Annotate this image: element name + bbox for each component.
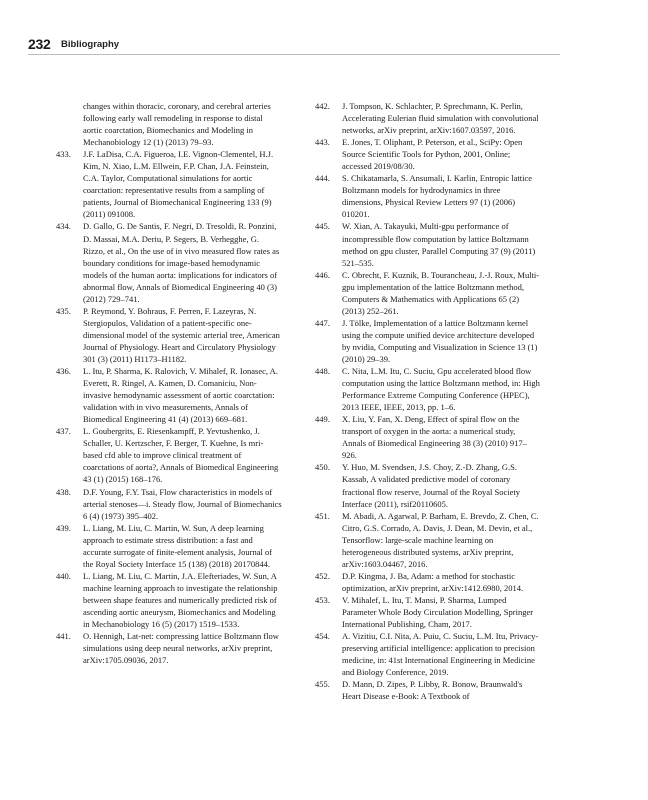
reference-text: W. Xian, A. Takayuki, Multi-gpu performance of incompressible flow computation by lattice Boltzmann method on gpu cluster, Parallel Computing 37 (9) (2011) 521–535. [342, 221, 536, 268]
reference-entry [315, 413, 541, 461]
reference-text: L. Liang, M. Liu, C. Martin, J.A. Elefteriades, W. Sun, A machine learning approach to investigate the relationship between shape features and numerically predicted risk of ascending aortic aneurysm, Biomechanics and Modeling in Mechanobiology 16 (5) (2017) 1519–1533. [83, 570, 278, 630]
reference-entry [315, 510, 541, 570]
reference-entry [56, 148, 282, 220]
running-header [28, 36, 560, 55]
reference-entry [56, 570, 282, 630]
reference-text: E. Jones, T. Oliphant, P. Peterson, et al., SciPy: Open Source Scientific Tools for Python, 2001, Online; accessed 2019/08/30. [342, 137, 523, 172]
reference-number: 433. [56, 149, 71, 160]
reference-entry [315, 317, 541, 365]
reference-number: 440. [56, 570, 71, 581]
reference-number: 436. [56, 366, 71, 377]
reference-number: 450. [315, 462, 330, 473]
reference-number: 453. [315, 594, 330, 605]
reference-text: V. Mihalef, L. Itu, T. Mansi, P. Sharma, Lumped Parameter Whole Body Circulation Modelling, Springer International Publishing, Cham, 2017. [342, 594, 534, 630]
reference-number: 447. [315, 317, 330, 328]
reference-number: 443. [315, 137, 330, 148]
reference-text: C. Obrecht, F. Kuznik, B. Tourancheau, J.-J. Roux, Multi-gpu implementation of the lattice Boltzmann method, Computers & Mathematics with Applications 65 (2) (2013) 252–261. [342, 269, 540, 316]
reference-entry [56, 486, 282, 522]
reference-text: D. Gallo, G. De Santis, F. Negri, D. Tresoldi, R. Ponzini, D. Massai, M.A. Deriu, P. Segers, B. Verhegghe, G. Rizzo, et al., On the use of in vivo measured flow rates as boundary conditions for image-based hemodynamic models of the human aorta: implications for indicators of abnormal flow, Annals of Biomedical Engineering 40 (3) (2012) 729–741. [83, 221, 280, 304]
reference-number: 437. [56, 426, 71, 437]
reference-number: 452. [315, 570, 330, 581]
reference-text: M. Abadi, A. Agarwal, P. Barham, E. Brevdo, Z. Chen, C. Citro, G.S. Corrado, A. Davis, J. Dean, M. Devin, et al., Tensorflow: large-scale machine learning on heterogeneous distributed systems, arXiv preprint, arXiv:1603.04467, 2016. [342, 510, 539, 569]
reference-number: 441. [56, 631, 71, 642]
reference-number: 442. [315, 101, 330, 111]
reference-entry [56, 425, 282, 485]
reference-entry [56, 365, 282, 425]
reference-number: 449. [315, 414, 330, 425]
reference-number: 435. [56, 305, 71, 316]
reference-number: 444. [315, 173, 330, 184]
reference-number: 446. [315, 269, 330, 280]
reference-entry [56, 100, 282, 148]
reference-entry [315, 630, 541, 678]
reference-number: 445. [315, 221, 330, 232]
reference-text: X. Liu, Y. Fan, X. Deng, Effect of spiral flow on the transport of oxygen in the aorta: a numerical study, Annals of Biomedical Engineering 38 (3) (2010) 917–926. [342, 414, 527, 461]
running-title: Bibliography [61, 39, 120, 50]
reference-entry [315, 570, 541, 594]
reference-entry [315, 172, 541, 220]
reference-text: J. Tölke, Implementation of a lattice Boltzmann kernel using the compute unified device architecture developed by nvidia, Computing and Visualization in Science 13 (1) (2010) 29–39. [342, 317, 538, 364]
reference-entry [315, 100, 541, 136]
reference-text: D.F. Young, F.Y. Tsai, Flow characteristics in models of arterial stenoses—i. Steady flow, Journal of Biomechanics 6 (4) (1973) 395–402. [83, 486, 282, 521]
reference-entry [315, 678, 541, 702]
reference-text: J.F. LaDisa, C.A. Figueroa, I.E. Vignon-Clementel, H.J. Kim, N. Xiao, L.M. Ellwein, F.P. Chan, J.A. Feinstein, C.A. Taylor, Computational simulations for aortic coarctation: representative results from a sampling of patients, Journal of Biomechanical Engineering 133 (9) (2011) 091008. [83, 149, 274, 220]
left-column [56, 100, 282, 666]
reference-entry [315, 365, 541, 413]
reference-entry [56, 522, 282, 570]
reference-entry [56, 305, 282, 365]
reference-number: 439. [56, 522, 71, 533]
reference-text: A. Vizitiu, C.I. Nita, A. Puiu, C. Suciu, L.M. Itu, Privacy-preserving artificial intelligence: application to precision medicine, in: 41st International Engineering in Medicine and Biology Conference, 2019. [342, 631, 539, 678]
reference-text: L. Itu, P. Sharma, K. Ralovich, V. Mihalef, R. Ionasec, A. Everett, R. Ringel, A. Kamen, D. Comaniciu, Non-invasive hemodynamic assessment of aortic coarctation: validation with in vivo measurements, Annals of Biomedical Engineering 41 (4) (2013) 669–681. [83, 366, 278, 425]
reference-number: 438. [56, 486, 71, 497]
right-column [315, 100, 541, 702]
reference-text: J. Tompson, K. Schlachter, P. Sprechmann, K. Perlin, Accelerating Eulerian fluid simulation with convolutional networks, arXiv preprint, arXiv:1607.03597, 2016. [342, 101, 539, 136]
reference-entry [56, 220, 282, 304]
page-number: 232 [28, 36, 51, 52]
reference-text: L. Liang, M. Liu, C. Martin, W. Sun, A deep learning approach to estimate stress distribution: a fast and accurate surrogate of finite-element analysis, Journal of the Royal Society Interface 15 (138) (2018) 20170844. [83, 522, 273, 569]
reference-entry [56, 630, 282, 666]
reference-text: S. Chikatamarla, S. Ansumali, I. Karlin, Entropic lattice Boltzmann models for hydrodynamics in three dimensions, Physical Review Letters 97 (1) (2006) 010201. [342, 173, 533, 220]
reference-number: 455. [315, 679, 330, 690]
reference-text: P. Reymond, Y. Bohraus, F. Perren, F. Lazeyras, N. Stergiopulos, Validation of a patient-specific one-dimensional model of the systemic arterial tree, American Journal of Physiology. Heart and Circulatory Physiology 301 (3) (2011) H1173–H1182. [83, 305, 280, 364]
reference-text: changes within thoracic, coronary, and cerebral arteries following early wall remodeling in response to distal aortic coarctation, Biomechanics and Modeling in Mechanobiology 12 (1) (2013) 79–93. [83, 101, 271, 148]
reference-text: O. Hennigh, Lat-net: compressing lattice Boltzmann flow simulations using deep neural networks, arXiv preprint, arXiv:1705.09036, 2017. [83, 631, 279, 666]
reference-entry [315, 461, 541, 509]
reference-text: D. Mann, D. Zipes, P. Libby, R. Bonow, Braunwald's Heart Disease e-Book: A Textbook of [342, 679, 523, 702]
reference-number: 454. [315, 631, 330, 642]
reference-entry [315, 136, 541, 172]
reference-text: D.P. Kingma, J. Ba, Adam: a method for stochastic optimization, arXiv preprint, arXiv:1412.6980, 2014. [342, 570, 524, 593]
reference-number: 451. [315, 510, 330, 521]
reference-number: 434. [56, 221, 71, 232]
reference-entry [315, 269, 541, 317]
reference-text: L. Goubergrits, E. Riesenkampff, P. Yevtushenko, J. Schaller, U. Kertzscher, F. Berger, T. Kuehne, Is mri-based cfd able to improve clinical treatment of coarctations of aorta?, Annals of Biomedical Engineering 43 (1) (2015) 168–176. [83, 426, 279, 485]
reference-text: Y. Huo, M. Svendsen, J.S. Choy, Z.-D. Zhang, G.S. Kassab, A validated predictive model of coronary fractional flow reserve, Journal of the Royal Society Interface (2011), rsif20110605. [342, 462, 520, 509]
reference-number: 448. [315, 366, 330, 377]
reference-entry [315, 594, 541, 630]
reference-text: C. Nita, L.M. Itu, C. Suciu, Gpu accelerated blood flow computation using the lattice Boltzmann method, in: High Performance Extreme Computing Conference (HPEC), 2013 IEEE, IEEE, 2013, pp. 1–6. [342, 366, 540, 413]
reference-entry [315, 220, 541, 268]
